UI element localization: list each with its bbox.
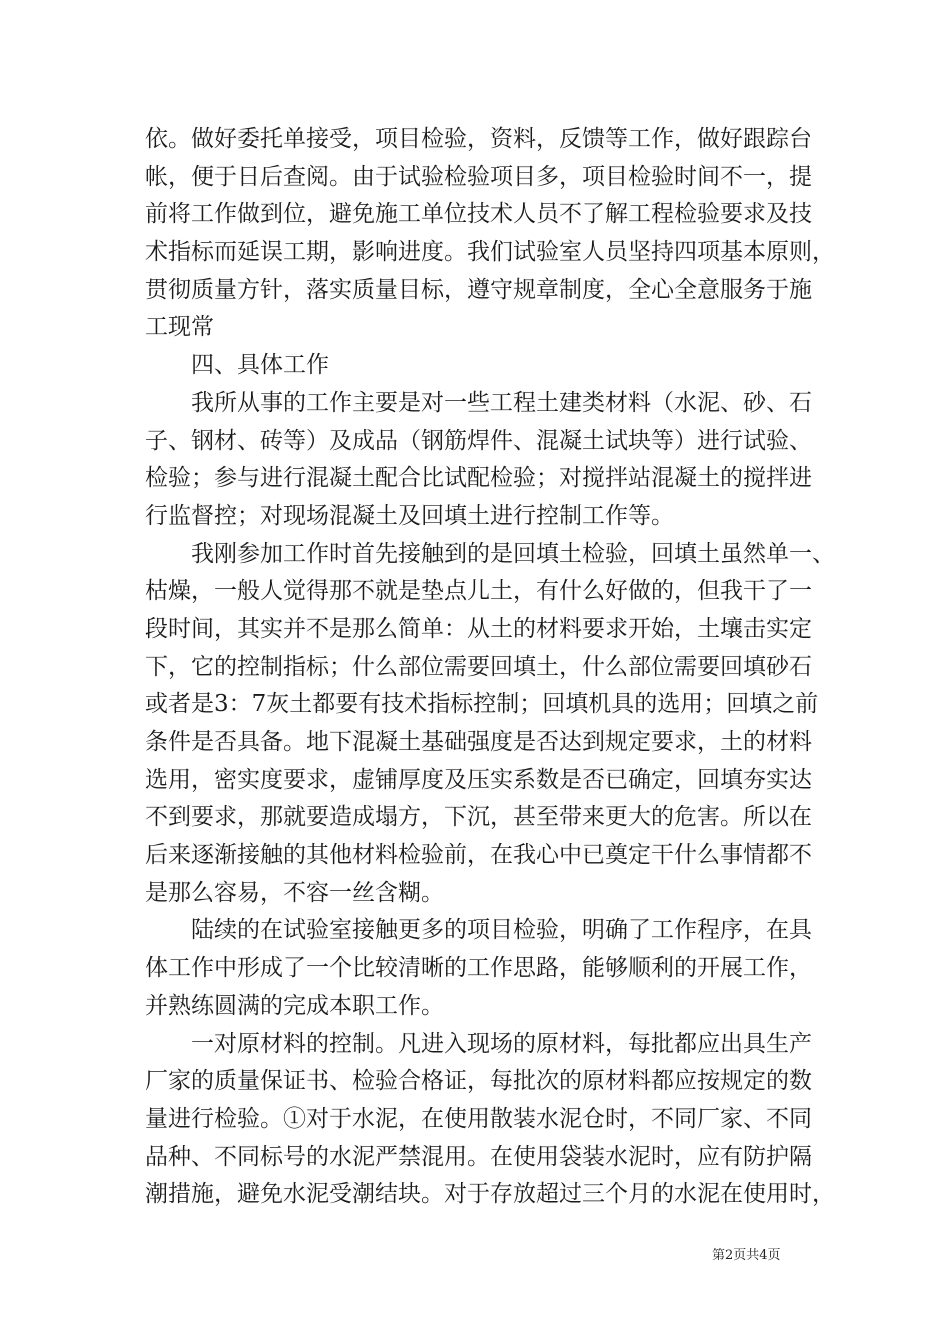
text-line: 贯彻质量方针，落实质量目标，遵守规章制度，全心全意服务于施 xyxy=(145,276,812,303)
text-line: 厂家的质量保证书、检验合格证，每批次的原材料都应按规定的数 xyxy=(145,1068,812,1095)
text-line: 品种、不同标号的水泥严禁混用。在使用袋装水泥时，应有防护隔 xyxy=(145,1143,812,1170)
text-line: 体工作中形成了一个比较清晰的工作思路，能够顺利的开展工作， xyxy=(145,955,812,982)
text-line: 四、具体工作 xyxy=(191,352,329,379)
text-line: 下，它的控制指标；什么部位需要回填土，什么部位需要回填砂石 xyxy=(145,653,812,680)
text-line: 量进行检验。①对于水泥，在使用散装水泥仓时，不同厂家、不同 xyxy=(145,1105,812,1132)
text-line: 子、钢材、砖等）及成品（钢筋焊件、混凝土试块等）进行试验、 xyxy=(145,427,812,454)
text-line: 帐，便于日后查阅。由于试验检验项目多，项目检验时间不一，提 xyxy=(145,163,812,190)
text-line: 行监督控；对现场混凝土及回填土进行控制工作等。 xyxy=(145,502,674,529)
text-line: 一对原材料的控制。凡进入现场的原材料，每批都应出具生产 xyxy=(191,1030,812,1057)
text-line: 枯燥，一般人觉得那不就是垫点儿土，有什么好做的，但我干了一 xyxy=(145,578,812,605)
text-line: 段时间，其实并不是那么简单：从土的材料要求开始，土壤击实定 xyxy=(145,615,812,642)
text-line: 检验；参与进行混凝土配合比试配检验；对搅拌站混凝土的搅拌进 xyxy=(145,465,812,492)
text-line: 依。做好委托单接受，项目检验，资料，反馈等工作，做好跟踪台 xyxy=(145,126,812,152)
text-line: 工现常 xyxy=(145,314,214,341)
text-line: 我刚参加工作时首先接触到的是回填土检验，回填土虽然单一、 xyxy=(191,540,835,567)
page-number: 第2页共4页 xyxy=(712,1248,781,1263)
text-line: 不到要求，那就要造成塌方，下沉，甚至带来更大的危害。所以在 xyxy=(145,804,812,831)
text-line: 潮措施，避免水泥受潮结块。对于存放超过三个月的水泥在使用时， xyxy=(145,1181,835,1208)
text-line: 条件是否具备。地下混凝土基础强度是否达到规定要求，土的材料 xyxy=(145,729,812,755)
body-text xyxy=(145,121,835,1214)
text-line: 选用，密实度要求，虚铺厚度及压实系数是否已确定，回填夯实达 xyxy=(145,766,812,793)
text-line: 并熟练圆满的完成本职工作。 xyxy=(145,992,444,1019)
text-line: 术指标而延误工期，影响进度。我们试验室人员坚持四项基本原则， xyxy=(145,239,835,266)
text-line: 我所从事的工作主要是对一些工程土建类材料（水泥、砂、石 xyxy=(191,389,812,416)
text-line: 陆续的在试验室接触更多的项目检验，明确了工作程序，在具 xyxy=(191,917,812,944)
text-line: 后来逐渐接触的其他材料检验前，在我心中已奠定干什么事情都不 xyxy=(145,842,812,869)
text-line: 是那么容易，不容一丝含糊。 xyxy=(145,879,444,906)
text-line: 前将工作做到位，避免施工单位技术人员不了解工程检验要求及技 xyxy=(145,201,812,228)
text-line: 或者是3：7灰土都要有技术指标控制；回填机具的选用；回填之前 xyxy=(145,691,819,718)
